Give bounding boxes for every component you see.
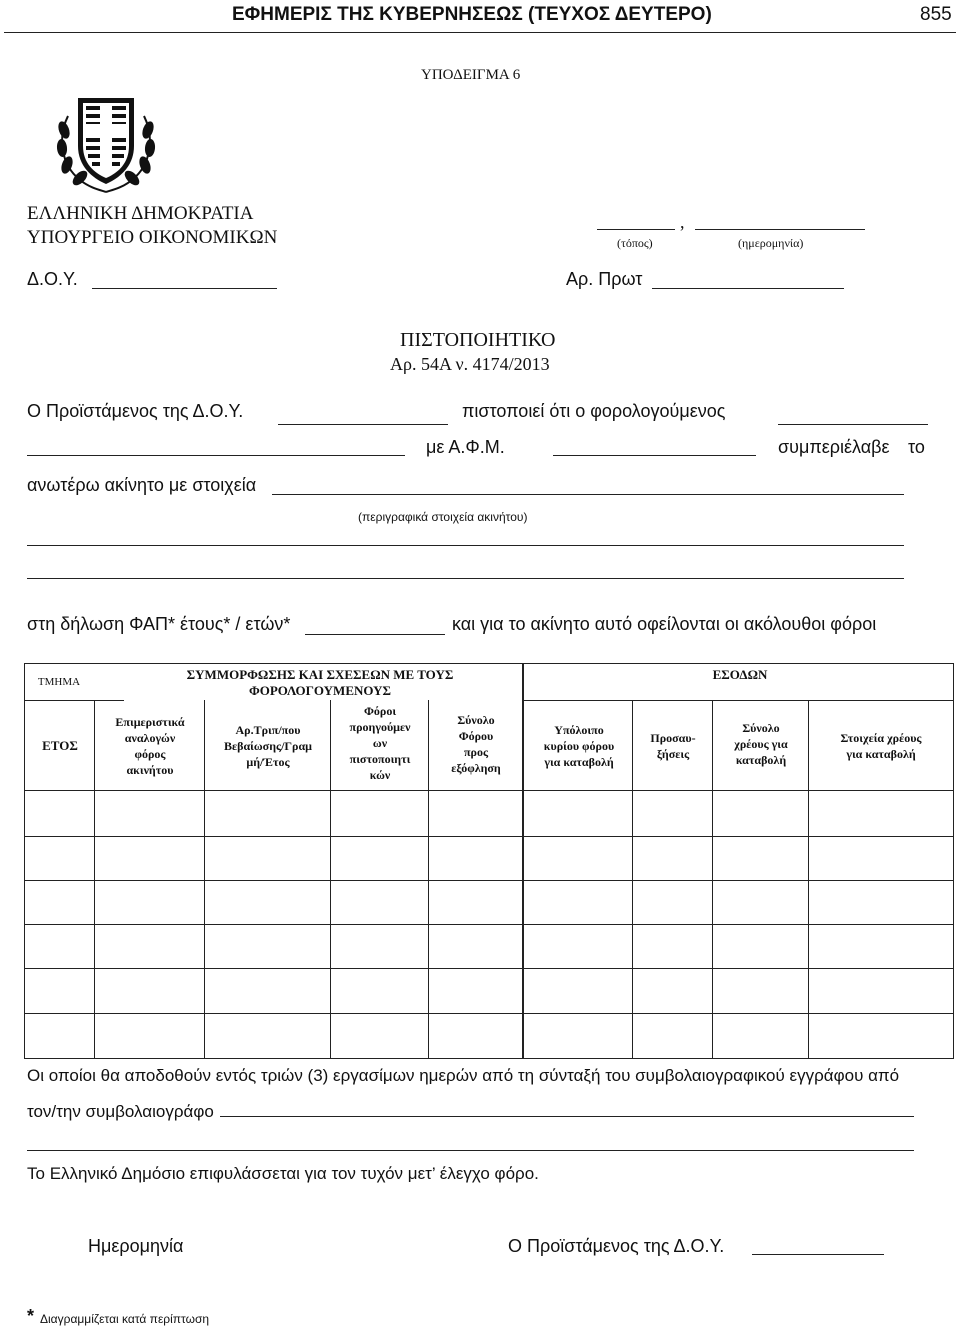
col-line <box>953 663 954 1058</box>
place-label: (τόπος) <box>617 236 653 250</box>
col-line <box>522 663 524 1058</box>
col-header-previous-taxes: Φόροι προηγούμεν ων πιστοποιητι κών <box>349 704 411 782</box>
section-header-esodon: ΕΣΟΔΩΝ <box>712 667 768 682</box>
section-divider <box>24 700 124 701</box>
sample-label: ΥΠΟΔΕΙΓΜΑ 6 <box>421 67 521 83</box>
col-line <box>808 700 809 1058</box>
property-hint: (περιγραφικά στοιχεία ακινήτου) <box>358 510 528 524</box>
row-line <box>24 1013 954 1014</box>
row-line <box>24 968 954 969</box>
row-line <box>24 836 954 837</box>
body-line-1a: Ο Προϊστάμενος της Δ.Ο.Υ. <box>27 401 244 421</box>
doy-label: Δ.Ο.Υ. <box>27 269 78 289</box>
property-line-3[interactable] <box>27 578 904 579</box>
table-bottom-border <box>24 1058 954 1059</box>
date-label: (ημερομηνία) <box>738 236 804 250</box>
col-header-assessment-number: Αρ.Τριπ/που Βεβαίωσης/Γραμ μή/Έτος <box>224 723 312 769</box>
afm-line[interactable] <box>553 455 756 456</box>
col-header-total-debt: Σύνολο χρέους για καταβολή <box>734 721 788 767</box>
date-label-footer: Ημερομηνία <box>88 1236 184 1256</box>
doy-line[interactable] <box>92 288 277 289</box>
footnote-mark: * <box>27 1306 35 1326</box>
header-bottom-border <box>24 790 954 791</box>
years-line[interactable] <box>305 634 445 635</box>
header-rule <box>4 32 956 33</box>
col-header-principal-balance: Υπόλοιπο κυρίου φόρου για καταβολή <box>543 723 615 769</box>
body-line-2b: συμπεριέλαβε <box>778 437 890 457</box>
property-line-1[interactable] <box>272 494 904 495</box>
row-line <box>24 924 954 925</box>
reservation-text: Το Ελληνικό Δημόσιο επιφυλάσσεται για τον τυχόν μετ’ έλεγχο φόρο. <box>27 1164 539 1183</box>
body-line-3: ανωτέρω ακίνητο με στοιχεία <box>27 475 257 495</box>
property-line-2[interactable] <box>27 545 904 546</box>
footnote-text: Διαγραμμίζεται κατά περίπτωση <box>40 1312 210 1326</box>
col-header-surcharges: Προσαυ- ξήσεις <box>650 731 696 761</box>
comma: , <box>680 212 685 232</box>
body-line-2c: το <box>908 437 925 457</box>
section-header-symmorfosis: ΣΥΜΜΟΡΦΩΣΗΣ ΚΑΙ ΣΧΕΣΕΩΝ ΜΕ ΤΟΥΣ ΦΟΡΟΛΟΓΟΥΜΕΝΟΥΣ <box>186 667 454 698</box>
col-line <box>428 700 429 1058</box>
col-header-debt-details: Στοιχεία χρέους για καταβολή <box>840 731 922 761</box>
republic-name: ΕΛΛΗΝΙΚΗ ΔΗΜΟΚΡΑΤΙΑ <box>27 203 254 224</box>
doy-name-line[interactable] <box>278 424 448 425</box>
gazette-title: ΕΦΗΜΕΡΙΣ ΤΗΣ ΚΥΒΕΡΝΗΣΕΩΣ (ΤΕΥΧΟΣ ΔΕΥΤΕΡΟ) <box>232 4 712 25</box>
section-divider <box>522 700 954 701</box>
notary-line-1[interactable] <box>220 1116 914 1117</box>
col-line <box>712 700 713 1058</box>
ministry-name: ΥΠΟΥΡΓΕΙΟ ΟΙΚΟΝΟΜΙΚΩΝ <box>27 227 278 248</box>
certificate-title: ΠΙΣΤΟΠΟΙΗΤΙΚΟ <box>400 329 556 351</box>
col-header-allocated-tax: Επιμεριστικά αναλογών φόρος ακινήτου <box>115 715 185 777</box>
col-line <box>24 663 25 1058</box>
page-number: 855 <box>920 4 952 25</box>
payment-text: Οι οποίοι θα αποδοθούν εντός τριών (3) εργασίμων ημερών από τη σύνταξή του συμβολαιογραφικού εγγράφου από <box>27 1066 900 1085</box>
notary-line-2[interactable] <box>27 1150 914 1151</box>
col-header-year: ΕΤΟΣ <box>42 738 78 753</box>
col-line <box>94 700 95 1058</box>
signature-line[interactable] <box>752 1254 884 1255</box>
body-line-4b: και για το ακίνητο αυτό οφείλονται οι ακόλουθοι φόροι <box>452 614 877 634</box>
date-line[interactable] <box>695 229 865 230</box>
section-header-tmima: ΤΜΗΜΑ <box>37 676 81 688</box>
protocol-line[interactable] <box>652 288 844 289</box>
table-top-border <box>24 663 954 664</box>
taxpayer-line-1[interactable] <box>778 424 928 425</box>
col-line <box>330 700 331 1058</box>
body-line-1b: πιστοποιεί ότι ο φορολογούμενος <box>462 401 726 421</box>
col-line <box>204 700 205 1058</box>
body-line-2a: με Α.Φ.Μ. <box>426 437 505 457</box>
signatory-label: Ο Προϊστάμενος της Δ.Ο.Υ. <box>508 1236 725 1256</box>
row-line <box>24 880 954 881</box>
coat-of-arms-emblem <box>50 86 162 196</box>
body-line-4a: στη δήλωση ΦΑΠ* έτους* / ετών* <box>27 614 291 634</box>
col-header-total-tax: Σύνολο Φόρου προς εξόφληση <box>451 713 501 775</box>
taxpayer-line-2[interactable] <box>27 455 405 456</box>
certificate-subtitle: Αρ. 54Α ν. 4174/2013 <box>390 354 550 374</box>
place-line[interactable] <box>597 229 675 230</box>
col-line <box>632 700 633 1058</box>
notary-label: τον/την συμβολαιογράφο <box>27 1102 214 1121</box>
protocol-label: Αρ. Πρωτ <box>566 269 643 289</box>
